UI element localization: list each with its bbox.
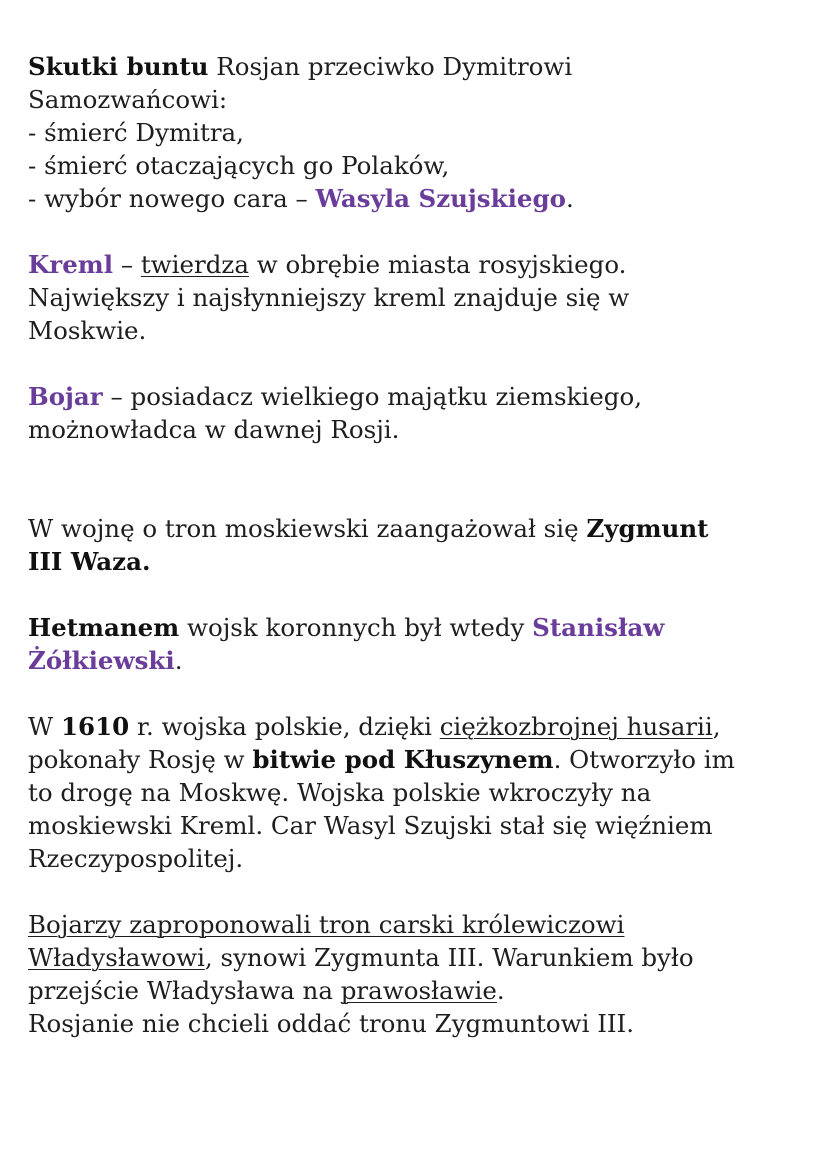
text: Rzeczypospolitej.: [28, 844, 244, 873]
text: Rosjanie nie chcieli oddać tronu Zygmuntowi III.: [28, 1009, 635, 1038]
paragraph-bojar: Bojar – posiadacz wielkiego majątku ziemskiego, możnowładca w dawnej Rosji.: [28, 380, 808, 446]
name-wasyl-szujski: Wasyla Szujskiego: [315, 184, 566, 213]
paragraph-hetman: Hetmanem wojsk koronnych był wtedy Stanisław Żółkiewski.: [28, 613, 665, 675]
document-page: [28, 50, 808, 1040]
text: Moskwie.: [28, 316, 147, 345]
underlined-wladyslawowi: Władysławowi: [28, 943, 205, 972]
term-skutki-buntu: Skutki buntu: [28, 52, 209, 81]
text: moskiewski Kreml. Car Wasyl Szujski stał się więźniem: [28, 811, 713, 840]
text: Największy i najsłynniejszy kreml znajduje się w: [28, 283, 630, 312]
paragraph-1610: W 1610 r. wojska polskie, dzięki ciężkozbrojnej husarii, pokonały Rosję w bitwie pod Kłuszynem. Otworzyło im to drogę na Moskwę. Wojska polskie wkroczyły na moskiewski Kreml. Car Wasyl Szujski stał się więźniem Rzeczypospolitej.: [28, 710, 808, 875]
year-1610: 1610: [60, 712, 130, 741]
term-hetmanem: Hetmanem: [28, 613, 180, 642]
paragraph-kreml: Kreml – twierdza w obrębie miasta rosyjskiego. Największy i najsłynniejszy kreml znajduje się w Moskwie.: [28, 248, 808, 347]
list-item: - śmierć Dymitra,: [28, 118, 244, 147]
text: Rosjan przeciwko Dymitrowi: [208, 52, 573, 81]
paragraph-skutki-buntu: [28, 50, 808, 215]
term-kreml: Kreml: [28, 250, 114, 279]
name-stanislaw: Stanisław: [532, 613, 665, 642]
underlined-twierdza: twierdza: [140, 250, 249, 279]
paragraph-wladyslaw: Bojarzy zaproponowali tron carski królewiczowi Władysławowi, synowi Zygmunta III. Warunkiem było przejście Władysława na prawosławie. Rosjanie nie chcieli oddać tronu Zygmuntowi III.: [28, 908, 808, 1040]
list-item: - śmierć otaczających go Polaków,: [28, 151, 450, 180]
underlined-bojarzy: Bojarzy zaproponowali tron carski królewiczowi: [28, 910, 625, 939]
underlined-prawoslawie: prawosławie: [340, 976, 497, 1005]
name-zygmunt-line2: III Waza.: [28, 547, 151, 576]
underlined-husaria: ciężkozbrojnej husarii: [439, 712, 713, 741]
text: to drogę na Moskwę. Wojska polskie wkroczyły na: [28, 778, 652, 807]
term-bojar: Bojar: [28, 382, 103, 411]
name-zolkiewski: Żółkiewski: [28, 646, 175, 675]
name-zygmunt: Zygmunt: [586, 514, 709, 543]
list-item: - wybór nowego cara – Wasyla Szujskiego.: [28, 184, 574, 213]
battle-kluszyn: bitwie pod Kłuszynem: [252, 745, 554, 774]
text: Samozwańcowi:: [28, 85, 228, 114]
text: możnowładca w dawnej Rosji.: [28, 415, 400, 444]
paragraph-zygmunt: W wojnę o tron moskiewski zaangażował się Zygmunt III Waza.: [28, 512, 808, 578]
